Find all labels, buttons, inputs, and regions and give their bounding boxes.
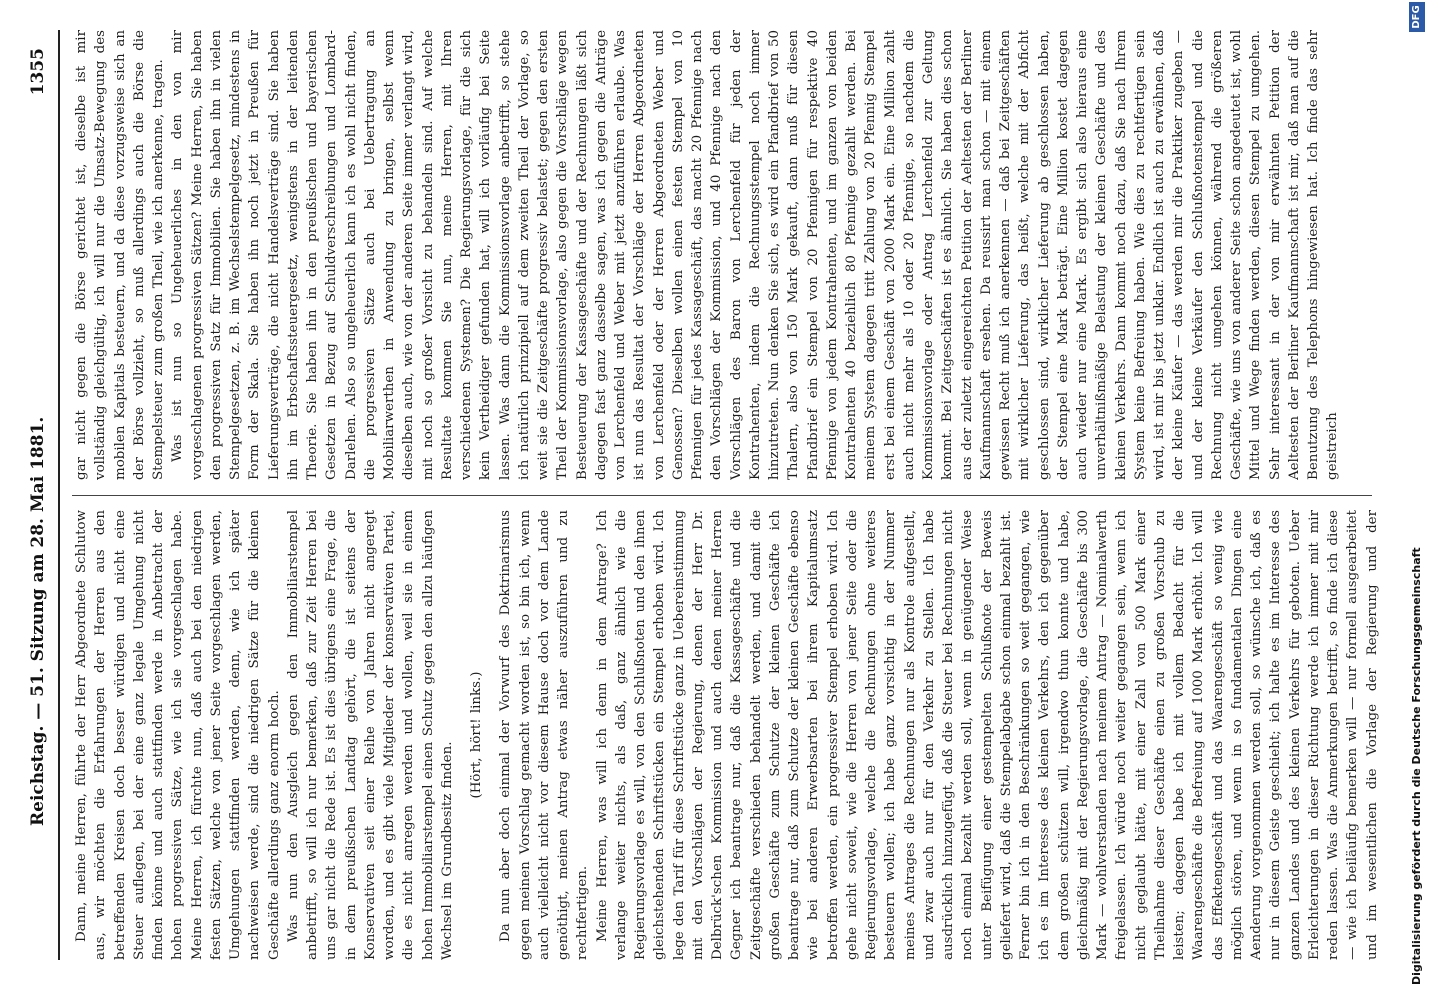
- paragraph: Was nun den Ausgleich gegen den Immobiliarstempel anbetrifft, so will ich nur bemerken, daß zur Zeit Herren bei uns gar nicht die Rede ist. Es ist dies übrigens eine Frage, die in dem preußischen Landtag gehört, die ist seitens der Konservativen seit einer Reihe von Jahren nicht angeregt worden, und es gibt viele Mitglieder der konservativen Partei, die es nicht anregen werden und wollen, weil sie in einem hohen Immobiliarstempel einen Schutz gegen den allzu häufigen Wechsel im Grundbesitz finden.: [285, 510, 455, 960]
- header-rule: [58, 30, 60, 960]
- interjection: (Hört, hört! links.): [469, 671, 484, 799]
- credit-text: Digitalisierung gefördert durch die Deutsche Forschungsgemeinschaft: [1410, 547, 1423, 985]
- paragraph: Was ist nun so Ungeheuerliches in den von mir vorgeschlagenen progressiven Sätzen? Meine Herren, Sie haben den progressiven Satz für Immobilien. Sie haben ihn in vielen Stempelgesetzen, z. B. im Wechselstempelgesetz, mindestens in Form der Skala. Sie haben ihn noch jetzt in Preußen für Lieferungsverträge, die nicht Handelsverträge sind. Sie haben ihn im Erbschaftssteuergesetz, wenigstens in der leitenden Theorie. Sie haben ihn in den preußischen und bayerischen Gesetzen in Bezug auf Schuldverschreibungen und Lombard-Darlehen. Also so ungeheuerlich kann ich es wohl nicht finden, die progressiven Sätze auch bei Uebertragung an Mobiliarwerthen in Anwendung zu bringen, selbst wenn dieselben auch, wie von der anderen Seite immer verlangt wird, mit noch so großer Vorsicht zu behandeln sind. Auf welche Resultate kommen Sie nun, meine Herren, mit Ihren verschiedenen Systemen? Die Regierungsvorlage, für die sich kein Vertheidiger gefunden hat, will ich vorläufig bei Seite lassen. Was dann die Kommissionsvorlage anbetrifft, so stehe ich natürlich prinzipiell auf dem zweiten Theil der Vorlage, so weit sie die Zeitgeschäfte progressiv belastet; gegen den ersten Theil der Kommissionsvorlage, also gegen die Vorschläge wegen Besteuerung der Kassageschäfte und der Rechnungen läßt sich dagegen fast ganz dasselbe sagen, was ich gegen die Anträge von Lerchenfeld und Weber mit jetzt anzuführen erlaube. Was ist nun das Resultat der Vorschläge der Herren Abgeordneten von Lerchenfeld oder der Herren Abgeordneten Weber und Genossen? Dieselben wollen einen festen Stempel von 10 Pfennigen für jedes Kassageschäft, das macht 20 Pfennige nach den Vorschlägen der Kommission, und 40 Pfennige nach den Vorschlägen des Baron von Lerchenfeld für jeden der Kontrahenten, indem die Rechnungsstempel noch immer hinzutreten. Nun denken Sie sich, es wird ein Pfandbrief von 50 Thalern, also von 150 Mark gekauft, dann muß für diesen Pfandbrief ein Stempel von 20 Pfennigen für respektive 40 Pfennige von jedem Kontrahenten, und im ganzen von beiden Kontrahenten 40 beziehlich 80 Pfennige gezahlt werden. Bei meinem System dagegen tritt Zahlung von 20 Pfennig Stempel erst bei einem Geschäft von 2000 Mark ein. Eine Million zahlt auch nicht mehr als 10 oder 20 Pfennige, so nachdem die Kommissionsvorlage oder Antrag Lerchenfeld zur Geltung kommt. Bei Zeitgeschäften ist es ähnlich. Sie haben dies schon aus der zuletzt eingereichten Petition der Aeltesten der Berliner Kaufmannschaft ersehen. Da reussirt man schon — mit einem gewissen Recht muß ich anerkennen — daß bei Zeitgeschäften mit wirklicher Lieferung, das heißt, welche mit der Abficht geschlossen sind, wirklicher Lieferung ab geschlossen haben, der Stempel eine Mark beträgt. Eine Million kostet dagegen auch wieder nur eine Mark. Es ergibt sich also hieraus eine unverhältnißmäßige Belastung der kleinen Geschäfte und des kleinen Verkehrs. Dann kommt noch dazu, daß Sie nach Ihrem System keine Befreiung haben. Wie dies zu rechtfertigen sein wird, ist mir bis jetzt unklar. Endlich ist auch zu erwähnen, daß der kleine Käufer — das werden mir die Praktiker zugeben — und der kleine Verkäufer den Schlußnotenstempel und die Rechnung nicht umgehen können, während die größeren Geschäfte, wie uns von anderer Seite schon angedeutet ist, wohl Mittel und Wege finden werden, diesen Stempel zu umgehen. Sehr interessant in der von mir erwähnten Petition der Aeltesten der Berliner Kaufmannschaft ist mir, daß man auf die Benutzung des Telephons hingewiesen hat. Ich finde das sehr geistreich: [170, 30, 1341, 480]
- dfg-logo: DFG: [1409, 2, 1425, 32]
- right-column: [72, 30, 1382, 480]
- paragraph: Meine Herren, was will ich denn in dem Antrage? Ich verlange weiter nichts, als daß, ganz ähnlich wie die Regierungsvorlage es will, von den Schlußnoten und den ihnen gleichstehenden Schriftstücken ein Stempel erhoben wird. Ich lege den Tarif für diese Schriftstücke ganz in Uebereinstimmung mit den Vorschlägen der Regierung, denen der Herr Dr. Delbrück'schen Kommission und auch denen meiner Herren Gegner ich beantrage nur, daß die Kassageschäfte und die Zeitgeschäfte verschieden behandelt werden, und damit die großen Geschäfte zum Schutze der kleinen Geschäfte ich beantrage nur, daß zum Schutze der kleinen Geschäfte ebenso wie bei anderen Erwerbsarten bei ihrem Kapitalumsatz betroffen werden, ein progressiver Stempel erhoben wird. Ich gehe nicht soweit, wie die Herren von jener Seite oder die Regierungsvorlage, welche die Rechnungen ohne weiteres besteuern wollen; ich habe ganz vorsichtig in der Nummer meines Antrages die Rechnungen nur als Kontrole aufgestellt, und zwar auch nur für den Verkehr zu Stellen. Ich habe ausdrücklich hinzugefügt, daß die Steuer bei Rechnungen nicht noch einmal bezahlt werden soll, wenn in genügender Weise unter Beifügung einer gestempelten Schlußnote der Beweis geliefert wird, daß die Stempelabgabe schon einmal bezahlt ist. Ferner bin ich in den Beschränkungen so weit gegangen, wie ich es im Interesse des kleinen Verkehrs, den ich gegenüber dem großen schützen will, irgendwo thun konnte und habe, gleichmäßig mit der Regierungsvorlage, die Geschäfte bis 300 Mark — wohlverstanden nach meinem Antrag — Nominalwerth freigelassen. Ich würde noch weiter gegangen sein, wenn ich nicht geglaubt hätte, mit einer Zahl von 500 Mark einer Theilnahme dieser Geschäfte einen zu großen Vorschub zu leisten; dagegen habe ich mit vollem Bedacht für die Waarengeschäfte die Befreiung auf 1000 Mark erhöht. Ich will das Effektengeschäft und das Waarengeschäft so wenig wie möglich stören, und wenn in so fundamentalen Dingen eine Aenderung vorgenommen werden soll, so wünsche ich, daß es nur in diesem Geiste geschieht; ich halte es im Interesse des ganzen Landes und des kleinen Verkehrs für geboten. Ueber Erleichterungen in dieser Richtung werde ich immer mit mir reden lassen. Was die Anmerkungen betrifft, so finde ich diese — wie ich beiläufig bemerken will — nur formell ausgearbeitet und im wesentlichen die Vorlage der Regierung und der: [594, 510, 1380, 960]
- digitization-credit: [1410, 5, 1428, 985]
- paragraph: Da nun aber doch einmal der Vorwurf des Doktrinarismus gegen meinen Vorschlag gemacht worden ist, so bin ich, wenn auch vielleicht nicht vor diesem Hause doch vor dem Lande genöthigt, meinen Antrag etwas näher auszuführen und zu rechtfertigen.: [498, 510, 591, 960]
- column-rule: [72, 495, 1372, 496]
- left-column: [72, 510, 1382, 960]
- running-header: [28, 48, 58, 966]
- paragraph: Dann, meine Herren, führte der Herr Abgeordnete Schlutow aus, wir möchten die Erfahrungen der Herren aus den betreffenden Kreisen doch besser würdigen und nicht eine Steuer auflegen, bei der eine ganz legale Umgehung nicht finden könne und auch stattfinden werde in Anbetracht der hohen progressiven Sätze, wie ich sie vorgeschlagen habe. Meine Herren, ich fürchte nun, daß auch bei den niedrigen festen Sätzen, welche von jener Seite vorgeschlagen werden, Umgehungen stattfinden werden, denn, wie ich später nachweisen werde, sind die niedrigen Sätze für die kleinen Geschäfte allerdings ganz enorm hoch.: [74, 510, 282, 960]
- paragraph: gar nicht gegen die Börse gerichtet ist, dieselbe ist mir vollständig gleichgültig, ich will nur die Umsatz-Bewegung des mobilen Kapitals besteuern, und da diese vorzugsweise sich an der Börse vollzieht, so muß allerdings auch die Börse die Stempelsteuer zum großen Theil, wie ich anerkenne, tragen.: [74, 30, 166, 480]
- running-title: Reichstag. — 51. Sitzung am 28. Mai 1881.: [28, 416, 48, 826]
- page-number: 1355: [28, 48, 48, 96]
